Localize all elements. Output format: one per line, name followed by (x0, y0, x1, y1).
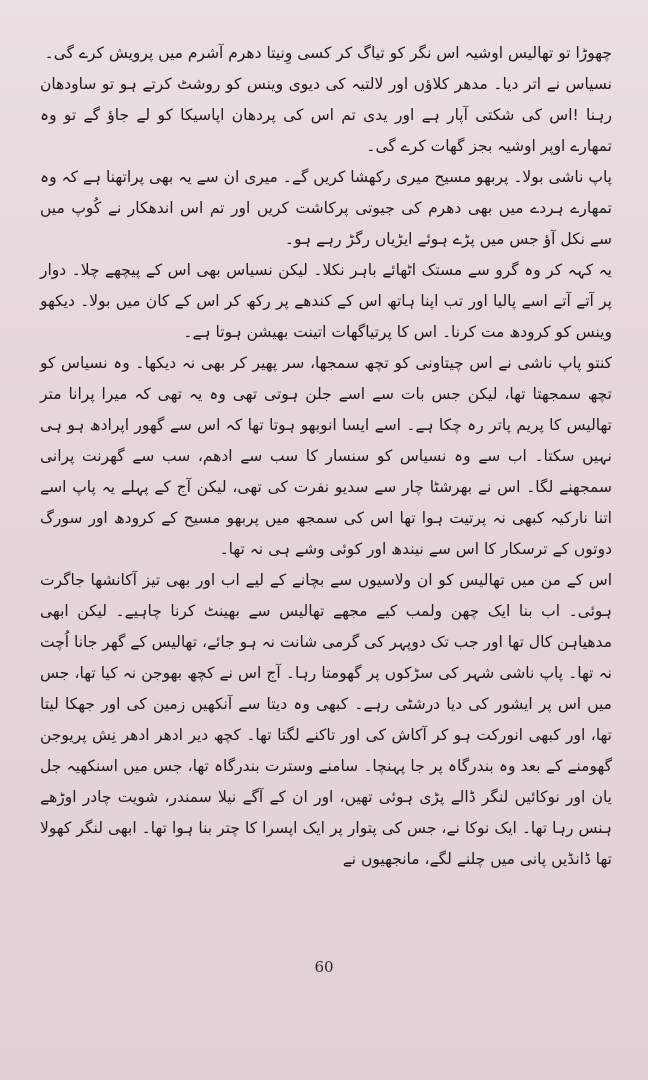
paragraph-2: نسیاس نے اتر دیا۔ مدھر کلاؤں اور لالتیہ کی دیوی وینس کو روشٹ کرتے ہو تو ساودھان رہنا !اس کی شکتی آپار ہے اور یدی تم اس کی پردھان اپاسیکا کو لے جاؤ گے تو وہ تمھارے اوپر اوشیہ بجز گھات کرے گی۔ (40, 75, 612, 155)
page-number: 60 (314, 958, 334, 976)
paragraph-1: چھوڑا تو تھالیس اوشیہ اس نگر کو تیاگ کر کسی وِنیتا دھرم آشرم میں پرویش کرے گی۔ (44, 44, 612, 62)
paragraph-3: پاپ ناشی بولا۔ پربھو مسیح میری رکھشا کریں گے۔ میری ان سے یہ بھی پراتھنا ہے کہ وہ تمھارے ہردے میں بھی دھرم کی جیوتی پرکاشت کریں اور تم اس اندھکار نے کُوپ میں سے نکل آؤ جس میں پڑے ہوئے ایڑیاں رگڑ رہے ہو۔ (40, 168, 612, 248)
paragraph-4: یہ کہہ کر وہ گرو سے مستک اٹھائے باہر نکلا۔ لیکن نسیاس بھی اس کے پیچھے چلا۔ دوار پر آتے آتے اسے پالیا اور تب اپنا ہاتھ اس کے کندھے پر رکھ کر اس کے کان میں بولا۔ دیکھو وینس کو کرودھ مت کرنا۔ اس کا پرتیاگھات اتینت بھیشن ہوتا ہے۔ (40, 261, 612, 341)
paragraph-5: کنتو پاپ ناشی نے اس چیتاونی کو تچھ سمجھا، سر پھیر کر بھی نہ دیکھا۔ وہ نسیاس کو تچھ سمجھتا تھا، لیکن جس بات سے اسے جلن ہوتی تھی وہ یہ تھی کہ میرا پرانا متر تھالیس کا پریم پاتر رہ چکا ہے۔ اسے ایسا انوبھو ہوتا تھا کہ اس سے گھور اپرادھ ہو ہی نہیں سکتا۔ اب سے وہ نسیاس کو سنسار کا سب سے ادھم، سب سے گھرنت پرانی سمجھنے لگا۔ اس نے بھرشٹا چار سے سدیو نفرت کی تھی، لیکن آج کے پہلے یہ پاپ اسے اتنا نارکیہ کبھی نہ پرتیت ہوا تھا اس کی سمجھ میں پربھو مسیح کے کرودھ اور سورگ دوتوں کے ترسکار کا اس سے نیندھ اور کوئی وشے ہی نہ تھا۔ (40, 354, 612, 558)
paragraph-6: اس کے من میں تھالیس کو ان ولاسیوں سے بچانے کے لیے اب اور بھی تیز آکانشھا جاگرت ہوئی۔ اب بنا ایک چھن ولمب کیے مجھے تھالیس سے بھینٹ کرنا چاہیے۔ لیکن ابھی مدھیاہن کال تھا اور جب تک دوپہر کی گرمی شانت نہ ہو جائے، تھالیس کے گھر جانا اُچت نہ تھا۔ پاپ ناشی شہر کی سڑکوں پر گھومتا رہا۔ آج اس نے کچھ بھوجن نہ کیا تھا، جس میں اس پر ایشور کی دیا درشٹی رہے۔ کبھی وہ دیتا سے آنکھیں زمین کی اور جھکا لیتا تھا، اور کبھی انورکت ہو کر آکاش کی اور تاکنے لگتا تھا۔ کچھ دیر ادھر ادھر نِش پریوجن گھومنے کے بعد وہ بندرگاہ پر جا پہنچا۔ سامنے وسترت بندرگاہ تھا، جس میں اسنکھیہ جل یان اور نوکائیں لنگر ڈالے پڑی ہوئی تھیں، اور ان کے آگے نیلا سمندر، شویت چادر اوڑھے ہنس رہا تھا۔ ایک نوکا نے، جس کی پتوار پر ایک اپسرا کا چتر بنا ہوا تھا۔ ابھی لنگر کھولا تھا ڈانڈیں پانی میں چلنے لگے، مانجھیوں نے (39, 571, 612, 868)
page-body-text (40, 38, 612, 875)
